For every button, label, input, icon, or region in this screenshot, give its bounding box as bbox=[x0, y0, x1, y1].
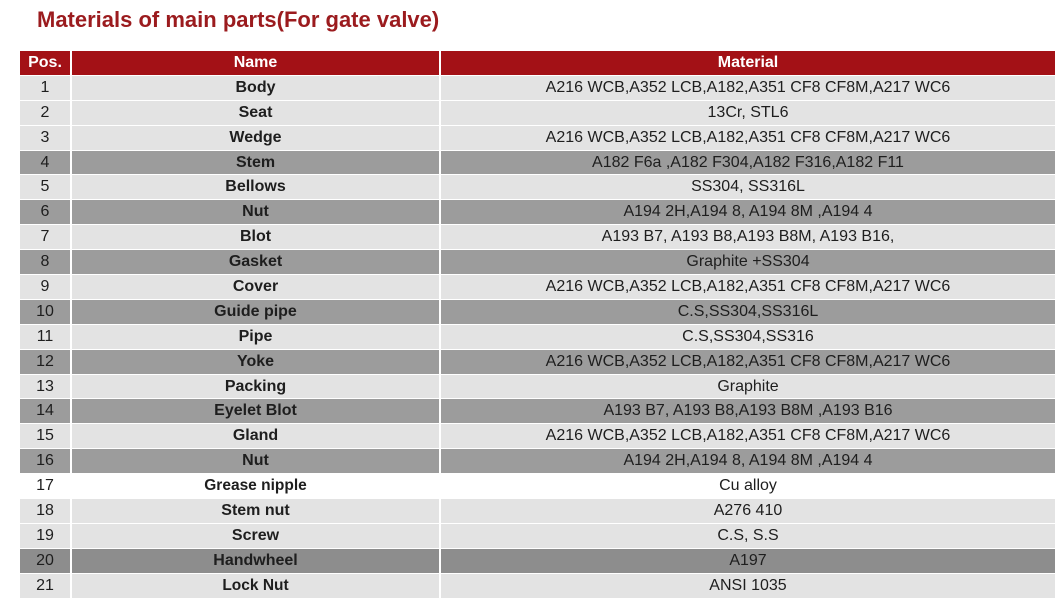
header-name: Name bbox=[72, 51, 439, 75]
table-row bbox=[20, 424, 1055, 448]
name-cell: Yoke bbox=[72, 350, 439, 374]
material-cell: A193 B7, A193 B8,A193 B8M, A193 B16, bbox=[441, 225, 1055, 249]
name-cell: Screw bbox=[72, 524, 439, 548]
name-cell: Grease nipple bbox=[72, 474, 439, 498]
table-row bbox=[20, 474, 1055, 498]
table-row bbox=[20, 250, 1055, 274]
name-cell: Nut bbox=[72, 200, 439, 224]
pos-cell: 17 bbox=[20, 474, 70, 498]
name-cell: Stem nut bbox=[72, 499, 439, 523]
pos-cell: 3 bbox=[20, 126, 70, 150]
material-cell: C.S,SS304,SS316 bbox=[441, 325, 1055, 349]
table-row bbox=[20, 350, 1055, 374]
pos-cell: 12 bbox=[20, 350, 70, 374]
table-row bbox=[20, 574, 1055, 598]
table-row bbox=[20, 126, 1055, 150]
material-cell: 13Cr, STL6 bbox=[441, 101, 1055, 125]
pos-cell: 15 bbox=[20, 424, 70, 448]
table-row bbox=[20, 300, 1055, 324]
table-row bbox=[20, 499, 1055, 523]
materials-table bbox=[18, 50, 1057, 599]
table-row bbox=[20, 200, 1055, 224]
pos-cell: 8 bbox=[20, 250, 70, 274]
name-cell: Packing bbox=[72, 375, 439, 399]
table-row bbox=[20, 524, 1055, 548]
name-cell: Blot bbox=[72, 225, 439, 249]
pos-cell: 7 bbox=[20, 225, 70, 249]
pos-cell: 2 bbox=[20, 101, 70, 125]
material-cell: Cu alloy bbox=[441, 474, 1055, 498]
material-cell: A216 WCB,A352 LCB,A182,A351 CF8 CF8M,A217 WC6 bbox=[441, 350, 1055, 374]
pos-cell: 4 bbox=[20, 151, 70, 175]
material-cell: A182 F6a ,A182 F304,A182 F316,A182 F11 bbox=[441, 151, 1055, 175]
table-row bbox=[20, 275, 1055, 299]
table-row bbox=[20, 325, 1055, 349]
table-row bbox=[20, 449, 1055, 473]
header-pos: Pos. bbox=[20, 51, 70, 75]
material-cell: A194 2H,A194 8, A194 8M ,A194 4 bbox=[441, 449, 1055, 473]
table-row bbox=[20, 175, 1055, 199]
pos-cell: 5 bbox=[20, 175, 70, 199]
pos-cell: 1 bbox=[20, 76, 70, 100]
pos-cell: 13 bbox=[20, 375, 70, 399]
name-cell: Stem bbox=[72, 151, 439, 175]
table-row bbox=[20, 399, 1055, 423]
pos-cell: 6 bbox=[20, 200, 70, 224]
table-row bbox=[20, 151, 1055, 175]
table-row bbox=[20, 225, 1055, 249]
pos-cell: 16 bbox=[20, 449, 70, 473]
name-cell: Gland bbox=[72, 424, 439, 448]
pos-cell: 9 bbox=[20, 275, 70, 299]
pos-cell: 11 bbox=[20, 325, 70, 349]
header-material: Material bbox=[441, 51, 1055, 75]
pos-cell: 14 bbox=[20, 399, 70, 423]
name-cell: Nut bbox=[72, 449, 439, 473]
material-cell: C.S, S.S bbox=[441, 524, 1055, 548]
name-cell: Bellows bbox=[72, 175, 439, 199]
table-row bbox=[20, 76, 1055, 100]
material-cell: A193 B7, A193 B8,A193 B8M ,A193 B16 bbox=[441, 399, 1055, 423]
material-cell: SS304, SS316L bbox=[441, 175, 1055, 199]
material-cell: A194 2H,A194 8, A194 8M ,A194 4 bbox=[441, 200, 1055, 224]
material-cell: A216 WCB,A352 LCB,A182,A351 CF8 CF8M,A217 WC6 bbox=[441, 275, 1055, 299]
pos-cell: 20 bbox=[20, 549, 70, 573]
name-cell: Pipe bbox=[72, 325, 439, 349]
material-cell: A216 WCB,A352 LCB,A182,A351 CF8 CF8M,A217 WC6 bbox=[441, 76, 1055, 100]
material-cell: ANSI 1035 bbox=[441, 574, 1055, 598]
material-cell: A276 410 bbox=[441, 499, 1055, 523]
material-cell: A197 bbox=[441, 549, 1055, 573]
material-cell: Graphite +SS304 bbox=[441, 250, 1055, 274]
material-cell: A216 WCB,A352 LCB,A182,A351 CF8 CF8M,A217 WC6 bbox=[441, 424, 1055, 448]
table-body bbox=[20, 76, 1055, 598]
name-cell: Wedge bbox=[72, 126, 439, 150]
material-cell: Graphite bbox=[441, 375, 1055, 399]
pos-cell: 10 bbox=[20, 300, 70, 324]
name-cell: Gasket bbox=[72, 250, 439, 274]
pos-cell: 21 bbox=[20, 574, 70, 598]
name-cell: Cover bbox=[72, 275, 439, 299]
page-title: Materials of main parts(For gate valve) bbox=[37, 7, 440, 32]
pos-cell: 19 bbox=[20, 524, 70, 548]
name-cell: Guide pipe bbox=[72, 300, 439, 324]
table-row bbox=[20, 549, 1055, 573]
material-cell: A216 WCB,A352 LCB,A182,A351 CF8 CF8M,A217 WC6 bbox=[441, 126, 1055, 150]
name-cell: Seat bbox=[72, 101, 439, 125]
material-cell: C.S,SS304,SS316L bbox=[441, 300, 1055, 324]
name-cell: Lock Nut bbox=[72, 574, 439, 598]
name-cell: Body bbox=[72, 76, 439, 100]
pos-cell: 18 bbox=[20, 499, 70, 523]
table-row bbox=[20, 375, 1055, 399]
table-header-row bbox=[20, 51, 1055, 75]
table-row bbox=[20, 101, 1055, 125]
name-cell: Eyelet Blot bbox=[72, 399, 439, 423]
name-cell: Handwheel bbox=[72, 549, 439, 573]
